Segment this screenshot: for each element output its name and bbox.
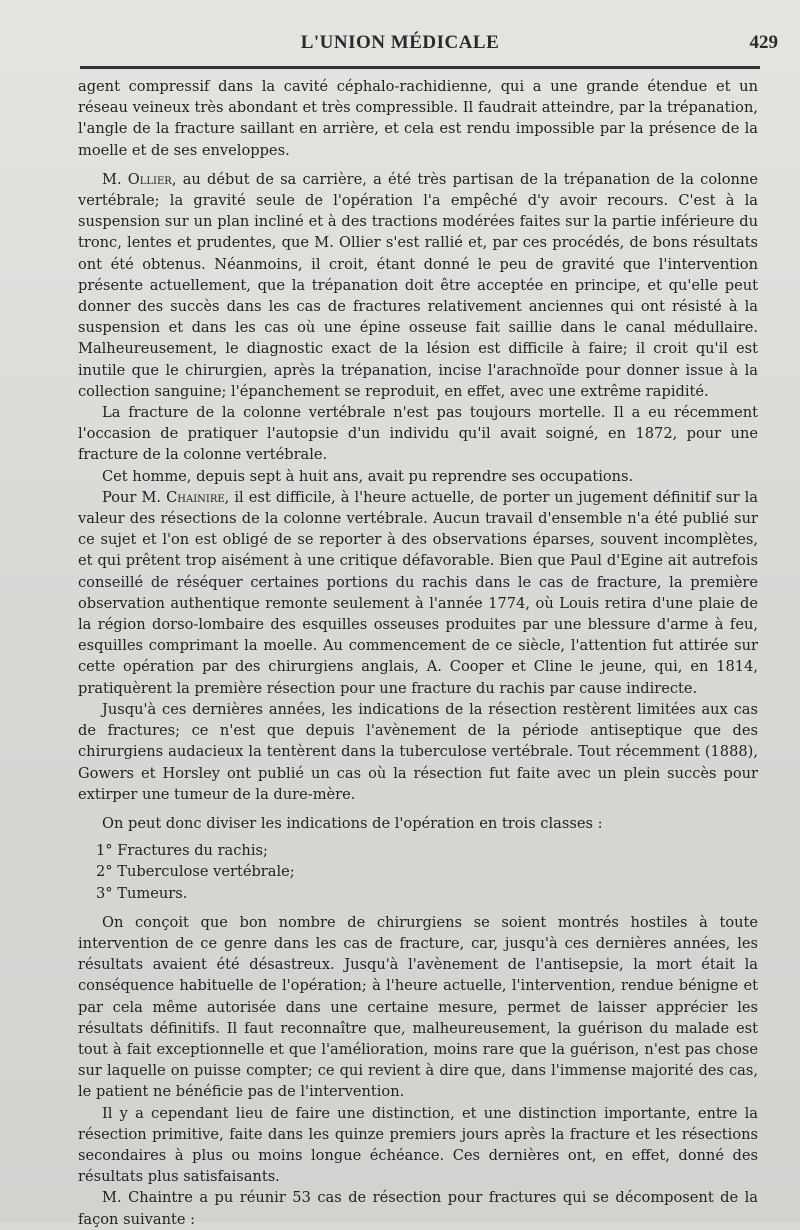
paragraph-9: Il y a cependant lieu de faire une distinction, et une distinction importante, entre la résection primitive, faite dans les quinze premiers jours après la fracture et les résections secondaires à plus ou moins longue échéance. Ces dernières ont, en effet, donné des résultats plus satisfaisants.	[78, 1104, 758, 1186]
list-item: 1° Fractures du rachis;	[96, 842, 268, 860]
paragraph-10: M. Chaintre a pu réunir 53 cas de résection pour fractures qui se décomposent de la façon suivante :	[78, 1189, 758, 1228]
list-item: 3° Tumeurs.	[96, 884, 188, 902]
page-number: 429	[749, 32, 778, 53]
paragraph-1: agent compressif dans la cavité céphalo-rachidienne, qui a une grande étendue et un réseau veineux très abondant et très compressible. Il faudrait atteindre, par la trépanation, l'angle de la fracture saillant en arrière, et cela est rendu impossible par la présence de la moelle et de ses enveloppes.	[78, 78, 758, 159]
body-text	[78, 76, 758, 1230]
paragraph-6: Jusqu'à ces dernières années, les indications de la résection restèrent limitées aux cas de fractures; ce n'est que depuis l'avènement de la période antiseptique que des chirurgiens audacieux la tentèrent dans la tuberculose vertébrale. Tout récemment (1888), Gowers et Horsley ont publié un cas où la résection fut faite avec un plein succès pour extirper une tumeur de la dure-mère.	[78, 700, 758, 803]
running-title: L'UNION MÉDICALE	[300, 32, 500, 53]
paragraph-2	[78, 169, 758, 402]
indications-list	[78, 840, 758, 904]
paragraph-5-text: il est difficile, à l'heure actuelle, de porter un jugement définitif sur la valeur des résections de la colonne vertébrale. Aucun travail d'ensemble n'a été publié sur ce sujet et l'on est obligé de se reporter à des observations éparses, souvent incomplètes, et qui prêtent trop aisément à une critique défavorable. Bien que Paul d'Egine ait autrefois conseillé de réséquer certaines portions du rachis dans le cas de fracture, la première observation authentique remonte seulement à l'année 1774, où Louis retira d'une plaie de la région dorso-lombaire des esquilles osseuses produites par une blessure d'arme à feu, esquilles comprimant la moelle. Au commencement de ce siècle, l'attention fut attirée sur cette opération par des chirurgiens anglais, A. Cooper et Cline le jeune, qui, en 1814, pratiquèrent la première résection pour une fracture du rachis par cause indirecte.	[78, 488, 759, 697]
paragraph-5	[78, 487, 758, 699]
paragraph-3: La fracture de la colonne vertébrale n'est pas toujours mortelle. Il a eu récemment l'occasion de pratiquer l'autopsie d'un individu qu'il avait soigné, en 1872, pour une fracture de la colonne vertébrale.	[78, 404, 758, 464]
paragraph-4: Cet homme, depuis sept à huit ans, avait pu reprendre ses occupations.	[102, 467, 634, 485]
page-header	[0, 32, 800, 62]
name-ollier: M. Ollier,	[102, 170, 177, 188]
paragraph-7: On peut donc diviser les indications de l'opération en trois classes :	[102, 814, 603, 832]
name-chainire: Chainire,	[166, 488, 230, 506]
paragraph-8: On conçoit que bon nombre de chirurgiens se soient montrés hostiles à toute intervention de ce genre dans les cas de fracture, car, jusqu'à ces dernières années, les résultats avaient été désastreux. Jusqu'à l'avènement de l'antisepsie, la mort était la conséquence habituelle de l'opération; à l'heure actuelle, l'intervention, rendue bénigne et par cela même autorisée dans une certaine mesure, permet de laisser apprécier les résultats définitifs. Il faut reconnaître que, malheureusement, la guérison du malade est tout à fait exceptionnelle et que l'amélioration, moins rare que la guérison, n'est pas chose sur laquelle on puisse compter; ce qui revient à dire que, dans l'immense majorité des cas, le patient ne bénéficie pas de l'intervention.	[78, 913, 758, 1101]
paragraph-2-text: au début de sa carrière, a été très partisan de la trépanation de la colonne vertébrale; la gravité seule de l'opération l'a empêché d'y avoir recours. C'est à la suspension sur un plan incliné et à des tractions modérées faites sur la partie inférieure du tronc, lentes et prudentes, que M. Ollier s'est rallié et, par ces procédés, de bons résultats ont été obtenus. Néanmoins, il croit, étant donné le peu de gravité que l'intervention présente actuellement, que la trépanation doit être acceptée en principe, et qu'elle peut donner des succès dans les cas de fractures relativement anciennes qui ont résisté à la suspension et dans les cas où une épine osseuse fait saillie dans le canal médullaire. Malheureusement, le diagnostic exact de la lésion est difficile à faire; il croit qu'il est inutile que le chirurgien, après la trépanation, incise l'arachnoïde pour donner issue à la collection sanguine; l'épanchement se reproduit, en effet, avec une extrême rapidité.	[78, 170, 758, 400]
paragraph-5-lead: Pour M.	[102, 488, 167, 506]
header-rule	[80, 66, 760, 69]
list-item: 2° Tuberculose vertébrale;	[96, 863, 295, 881]
